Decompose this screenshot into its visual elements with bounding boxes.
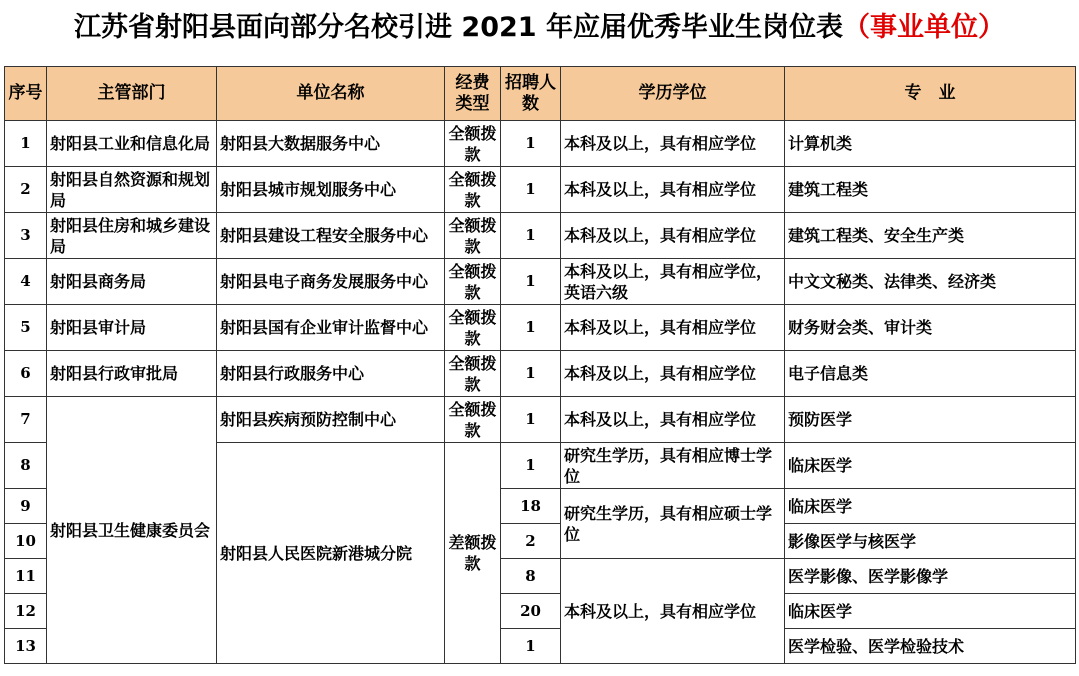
cell-dept: 射阳县住房和城乡建设局 <box>47 213 217 259</box>
header-edu: 学历学位 <box>561 67 785 121</box>
positions-table <box>4 66 1076 664</box>
title-main: 江苏省射阳县面向部分名校引进 2021 年应届优秀毕业生岗位表 <box>74 12 843 43</box>
cell-dept: 射阳县审计局 <box>47 305 217 351</box>
cell-edu-bachelor: 本科及以上，具有相应学位 <box>561 559 785 664</box>
header-major: 专 业 <box>785 67 1076 121</box>
cell-major: 建筑工程类 <box>785 167 1076 213</box>
header-row <box>5 67 1076 121</box>
cell-unit-hospital: 射阳县人民医院新港城分院 <box>217 443 445 664</box>
table-row <box>5 397 1076 443</box>
cell-seq: 10 <box>5 524 47 559</box>
cell-count: 1 <box>501 167 561 213</box>
cell-seq: 9 <box>5 489 47 524</box>
cell-major: 中文文秘类、法律类、经济类 <box>785 259 1076 305</box>
cell-edu: 本科及以上，具有相应学位 <box>561 351 785 397</box>
header-dept: 主管部门 <box>47 67 217 121</box>
table-row <box>5 213 1076 259</box>
cell-count: 1 <box>501 397 561 443</box>
cell-seq: 6 <box>5 351 47 397</box>
table-row <box>5 121 1076 167</box>
header-seq: 序号 <box>5 67 47 121</box>
cell-edu: 本科及以上，具有相应学位 <box>561 167 785 213</box>
cell-dept: 射阳县自然资源和规划局 <box>47 167 217 213</box>
cell-seq: 8 <box>5 443 47 489</box>
cell-unit: 射阳县行政服务中心 <box>217 351 445 397</box>
cell-seq: 13 <box>5 629 47 664</box>
cell-count: 8 <box>501 559 561 594</box>
cell-unit: 射阳县建设工程安全服务中心 <box>217 213 445 259</box>
cell-fund: 全额拨款 <box>445 305 501 351</box>
cell-major: 建筑工程类、安全生产类 <box>785 213 1076 259</box>
cell-major: 预防医学 <box>785 397 1076 443</box>
header-count: 招聘人数 <box>501 67 561 121</box>
cell-edu-master: 研究生学历，具有相应硕士学位 <box>561 489 785 559</box>
cell-major: 临床医学 <box>785 443 1076 489</box>
cell-fund: 全额拨款 <box>445 351 501 397</box>
cell-seq: 5 <box>5 305 47 351</box>
cell-seq: 4 <box>5 259 47 305</box>
cell-count: 1 <box>501 213 561 259</box>
header-unit: 单位名称 <box>217 67 445 121</box>
table-row <box>5 351 1076 397</box>
cell-unit: 射阳县国有企业审计监督中心 <box>217 305 445 351</box>
cell-fund-diff: 差额拨款 <box>445 443 501 664</box>
cell-major: 医学检验、医学检验技术 <box>785 629 1076 664</box>
cell-count: 1 <box>501 443 561 489</box>
cell-edu: 本科及以上，具有相应学位 <box>561 121 785 167</box>
cell-major: 电子信息类 <box>785 351 1076 397</box>
cell-count: 1 <box>501 121 561 167</box>
cell-dept-health: 射阳县卫生健康委员会 <box>47 397 217 664</box>
cell-dept: 射阳县工业和信息化局 <box>47 121 217 167</box>
cell-fund: 全额拨款 <box>445 259 501 305</box>
cell-dept: 射阳县商务局 <box>47 259 217 305</box>
cell-unit: 射阳县大数据服务中心 <box>217 121 445 167</box>
cell-major: 影像医学与核医学 <box>785 524 1076 559</box>
cell-edu: 本科及以上，具有相应学位 <box>561 397 785 443</box>
page-title <box>0 6 1079 50</box>
cell-seq: 12 <box>5 594 47 629</box>
cell-count: 20 <box>501 594 561 629</box>
cell-count: 18 <box>501 489 561 524</box>
cell-dept: 射阳县行政审批局 <box>47 351 217 397</box>
cell-unit: 射阳县城市规划服务中心 <box>217 167 445 213</box>
cell-edu: 本科及以上，具有相应学位，英语六级 <box>561 259 785 305</box>
cell-edu: 研究生学历，具有相应博士学位 <box>561 443 785 489</box>
cell-count: 1 <box>501 629 561 664</box>
cell-seq: 7 <box>5 397 47 443</box>
cell-major: 计算机类 <box>785 121 1076 167</box>
cell-unit: 射阳县疾病预防控制中心 <box>217 397 445 443</box>
cell-seq: 2 <box>5 167 47 213</box>
cell-count: 1 <box>501 305 561 351</box>
table-row <box>5 167 1076 213</box>
cell-count: 2 <box>501 524 561 559</box>
cell-fund: 全额拨款 <box>445 167 501 213</box>
table-row <box>5 305 1076 351</box>
cell-major: 临床医学 <box>785 489 1076 524</box>
cell-major: 财务财会类、审计类 <box>785 305 1076 351</box>
cell-seq: 3 <box>5 213 47 259</box>
cell-seq: 1 <box>5 121 47 167</box>
cell-count: 1 <box>501 351 561 397</box>
cell-fund: 全额拨款 <box>445 121 501 167</box>
cell-major: 医学影像、医学影像学 <box>785 559 1076 594</box>
cell-edu: 本科及以上，具有相应学位 <box>561 305 785 351</box>
cell-fund: 全额拨款 <box>445 213 501 259</box>
cell-unit: 射阳县电子商务发展服务中心 <box>217 259 445 305</box>
header-fund: 经费类型 <box>445 67 501 121</box>
table-row <box>5 259 1076 305</box>
cell-seq: 11 <box>5 559 47 594</box>
cell-edu: 本科及以上，具有相应学位 <box>561 213 785 259</box>
title-highlight: （事业单位） <box>842 12 1005 43</box>
cell-count: 1 <box>501 259 561 305</box>
cell-major: 临床医学 <box>785 594 1076 629</box>
cell-fund: 全额拨款 <box>445 397 501 443</box>
